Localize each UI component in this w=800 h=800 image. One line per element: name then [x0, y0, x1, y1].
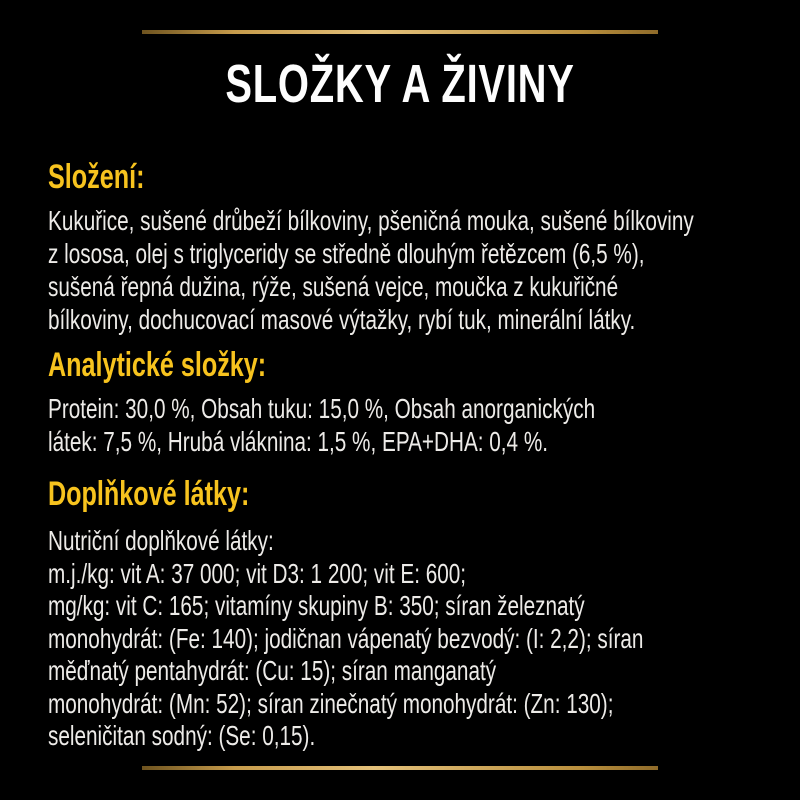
- top-gold-divider: [142, 30, 658, 34]
- additives-body: Nutriční doplňkové látky: m.j./kg: vit A: 37 000; vit D3: 1 200; vit E: 600; mg/kg: vit C: 165; vitamíny skupiny B: 350; síran železnatý monohydrát: (Fe: 140); jodičnan vápenatý bezvodý: (I: 2,2); síran měďnatý pentahydrát: (Cu: 15); síran manganatý monohydrát: (Mn: 52); síran zinečnatý monohydrát: (Zn: 130); seleničitan sodný: (Se: 0,15).: [48, 525, 644, 751]
- composition-heading: Složení:: [48, 158, 145, 196]
- composition-body: Kukuřice, sušené drůbeží bílkoviny, pšeničná mouka, sušené bílkoviny z lososa, olej s triglyceridy se středně dlouhým řetězcem (6,5 %), sušená řepná dužina, rýže, sušená vejce, moučka z kukuřičné bílkoviny, dochucovací masové výtažky, rybí tuk, minerální látky.: [48, 205, 694, 335]
- additives-heading: Doplňkové látky:: [48, 475, 250, 513]
- analytical-constituents-body: Protein: 30,0 %, Obsah tuku: 15,0 %, Obsah anorganických látek: 7,5 %, Hrubá vláknina: 1,5 %, EPA+DHA: 0,4 %.: [48, 393, 596, 457]
- page-title: SLOŽKY A ŽIVINY: [225, 54, 575, 114]
- analytical-constituents-heading: Analytické složky:: [48, 346, 267, 384]
- bottom-gold-divider: [142, 766, 658, 770]
